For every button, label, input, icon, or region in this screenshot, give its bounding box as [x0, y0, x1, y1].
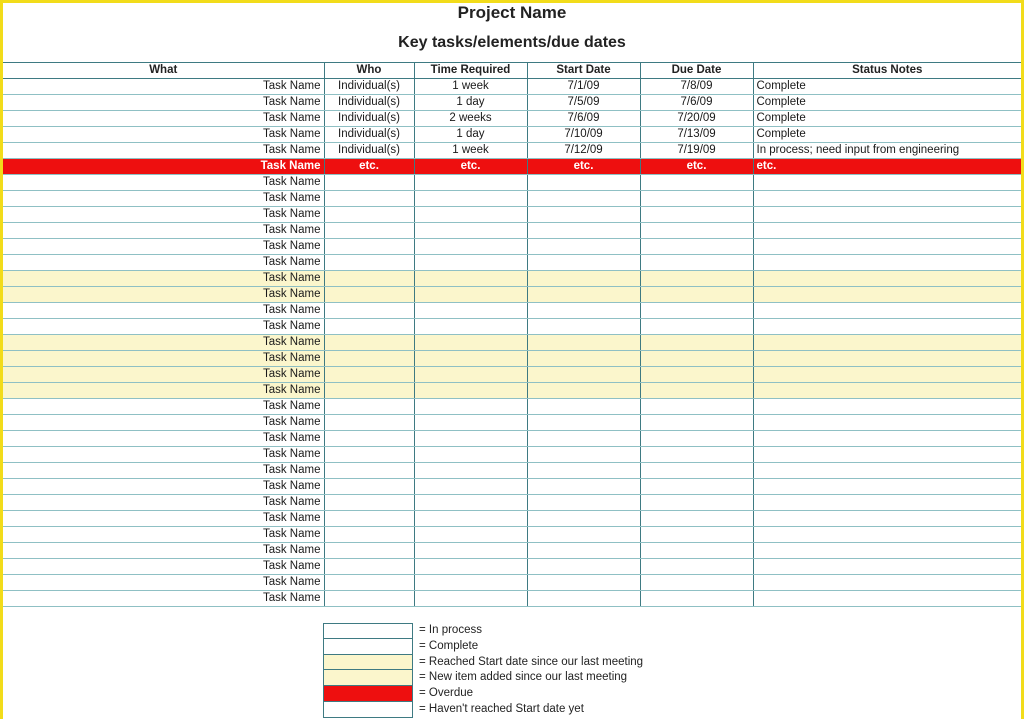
table-row — [3, 127, 1021, 143]
header-row — [3, 63, 1021, 79]
cell-due-date[interactable] — [640, 415, 753, 431]
cell-time-required[interactable] — [414, 495, 527, 511]
cell-who[interactable] — [324, 511, 414, 527]
cell-start-date[interactable] — [527, 431, 640, 447]
cell-status-notes[interactable] — [753, 383, 1021, 399]
cell-time-required[interactable] — [414, 575, 527, 591]
table-row — [3, 255, 1021, 271]
cell-due-date[interactable]: 7/13/09 — [640, 127, 753, 143]
cell-start-date[interactable] — [527, 527, 640, 543]
cell-due-date[interactable] — [640, 383, 753, 399]
cell-start-date[interactable] — [527, 319, 640, 335]
legend-swatch — [323, 623, 413, 639]
cell-what[interactable]: Task Name — [3, 175, 324, 191]
cell-status-notes[interactable]: Complete — [753, 127, 1021, 143]
legend-label: = New item added since our last meeting — [419, 671, 628, 684]
legend-swatch — [323, 686, 413, 702]
cell-who[interactable] — [324, 287, 414, 303]
table-row — [3, 319, 1021, 335]
cell-due-date[interactable] — [640, 543, 753, 559]
cell-what[interactable]: Task Name — [3, 383, 324, 399]
cell-status-notes[interactable] — [753, 319, 1021, 335]
cell-who[interactable]: Individual(s) — [324, 143, 414, 159]
cell-start-date[interactable]: 7/1/09 — [527, 79, 640, 95]
cell-due-date[interactable] — [640, 399, 753, 415]
cell-what[interactable]: Task Name — [3, 255, 324, 271]
table-row — [3, 143, 1021, 159]
cell-time-required[interactable]: 1 week — [414, 79, 527, 95]
cell-start-date[interactable] — [527, 543, 640, 559]
cell-status-notes[interactable] — [753, 431, 1021, 447]
cell-status-notes[interactable] — [753, 511, 1021, 527]
cell-status-notes[interactable] — [753, 287, 1021, 303]
cell-start-date[interactable] — [527, 175, 640, 191]
table-row — [3, 415, 1021, 431]
cell-who[interactable] — [324, 239, 414, 255]
cell-due-date[interactable] — [640, 495, 753, 511]
cell-due-date[interactable]: 7/6/09 — [640, 95, 753, 111]
table-row — [3, 367, 1021, 383]
cell-status-notes[interactable] — [753, 351, 1021, 367]
table-row — [3, 287, 1021, 303]
cell-start-date[interactable]: etc. — [527, 159, 640, 175]
cell-what[interactable]: Task Name — [3, 527, 324, 543]
cell-who[interactable] — [324, 591, 414, 607]
legend-label: = Reached Start date since our last meeting — [419, 655, 644, 668]
legend-swatch — [323, 702, 413, 718]
cell-who[interactable] — [324, 495, 414, 511]
cell-what[interactable]: Task Name — [3, 559, 324, 575]
cell-status-notes[interactable] — [753, 527, 1021, 543]
cell-due-date[interactable] — [640, 463, 753, 479]
cell-time-required[interactable] — [414, 223, 527, 239]
cell-status-notes[interactable] — [753, 559, 1021, 575]
cell-time-required[interactable] — [414, 543, 527, 559]
cell-time-required[interactable] — [414, 207, 527, 223]
table-row — [3, 159, 1021, 175]
table-row — [3, 207, 1021, 223]
table-row — [3, 175, 1021, 191]
cell-who[interactable] — [324, 367, 414, 383]
cell-what[interactable]: Task Name — [3, 367, 324, 383]
cell-who[interactable]: Individual(s) — [324, 95, 414, 111]
cell-time-required[interactable] — [414, 271, 527, 287]
cell-who[interactable] — [324, 207, 414, 223]
cell-start-date[interactable] — [527, 271, 640, 287]
cell-due-date[interactable] — [640, 191, 753, 207]
cell-time-required[interactable] — [414, 255, 527, 271]
cell-start-date[interactable]: 7/6/09 — [527, 111, 640, 127]
cell-start-date[interactable] — [527, 463, 640, 479]
cell-time-required[interactable]: 1 day — [414, 127, 527, 143]
cell-status-notes[interactable]: Complete — [753, 79, 1021, 95]
cell-status-notes[interactable] — [753, 191, 1021, 207]
cell-start-date[interactable] — [527, 191, 640, 207]
cell-status-notes[interactable] — [753, 463, 1021, 479]
cell-who[interactable] — [324, 431, 414, 447]
cell-what[interactable]: Task Name — [3, 143, 324, 159]
column-header-start-date[interactable]: Start Date — [527, 63, 640, 79]
cell-status-notes[interactable]: etc. — [753, 159, 1021, 175]
cell-due-date[interactable] — [640, 319, 753, 335]
cell-start-date[interactable] — [527, 415, 640, 431]
cell-what[interactable]: Task Name — [3, 335, 324, 351]
cell-time-required[interactable] — [414, 479, 527, 495]
cell-start-date[interactable] — [527, 255, 640, 271]
cell-time-required[interactable] — [414, 335, 527, 351]
cell-start-date[interactable] — [527, 383, 640, 399]
cell-due-date[interactable] — [640, 303, 753, 319]
legend-label: = Haven't reached Start date yet — [419, 702, 584, 715]
table-row — [3, 479, 1021, 495]
legend-label: = Complete — [419, 639, 479, 652]
table-row — [3, 399, 1021, 415]
cell-time-required[interactable] — [414, 175, 527, 191]
table-row — [3, 543, 1021, 559]
cell-status-notes[interactable] — [753, 367, 1021, 383]
cell-time-required[interactable]: 2 weeks — [414, 111, 527, 127]
cell-what[interactable]: Task Name — [3, 271, 324, 287]
legend-label: = Overdue — [419, 687, 474, 700]
cell-what[interactable]: Task Name — [3, 479, 324, 495]
cell-start-date[interactable]: 7/10/09 — [527, 127, 640, 143]
table-row — [3, 527, 1021, 543]
cell-due-date[interactable] — [640, 511, 753, 527]
cell-start-date[interactable] — [527, 207, 640, 223]
cell-due-date[interactable] — [640, 175, 753, 191]
cell-time-required[interactable] — [414, 367, 527, 383]
table-row — [3, 495, 1021, 511]
table-row — [3, 191, 1021, 207]
cell-what[interactable]: Task Name — [3, 223, 324, 239]
cell-start-date[interactable] — [527, 591, 640, 607]
cell-start-date[interactable] — [527, 351, 640, 367]
cell-start-date[interactable] — [527, 287, 640, 303]
cell-who[interactable] — [324, 303, 414, 319]
cell-what[interactable]: Task Name — [3, 575, 324, 591]
cell-status-notes[interactable] — [753, 175, 1021, 191]
cell-start-date[interactable] — [527, 335, 640, 351]
cell-status-notes[interactable] — [753, 207, 1021, 223]
cell-what[interactable]: Task Name — [3, 159, 324, 175]
table-row — [3, 575, 1021, 591]
cell-who[interactable] — [324, 223, 414, 239]
cell-who[interactable] — [324, 415, 414, 431]
cell-who[interactable] — [324, 527, 414, 543]
cell-time-required[interactable] — [414, 511, 527, 527]
cell-who[interactable] — [324, 463, 414, 479]
cell-time-required[interactable] — [414, 191, 527, 207]
legend-swatch — [323, 639, 413, 655]
table-row — [3, 591, 1021, 607]
page-subtitle: Key tasks/elements/due dates — [398, 34, 626, 51]
cell-start-date[interactable] — [527, 223, 640, 239]
cell-due-date[interactable] — [640, 575, 753, 591]
cell-who[interactable] — [324, 335, 414, 351]
table-row — [3, 79, 1021, 95]
cell-status-notes[interactable] — [753, 591, 1021, 607]
cell-time-required[interactable] — [414, 351, 527, 367]
cell-who[interactable] — [324, 559, 414, 575]
cell-start-date[interactable] — [527, 303, 640, 319]
cell-time-required[interactable] — [414, 559, 527, 575]
legend-swatch — [323, 670, 413, 686]
cell-due-date[interactable] — [640, 287, 753, 303]
table-row — [3, 383, 1021, 399]
cell-status-notes[interactable] — [753, 495, 1021, 511]
table-row — [3, 351, 1021, 367]
cell-due-date[interactable] — [640, 527, 753, 543]
cell-who[interactable] — [324, 351, 414, 367]
table-row — [3, 559, 1021, 575]
cell-time-required[interactable]: 1 week — [414, 143, 527, 159]
cell-what[interactable]: Task Name — [3, 415, 324, 431]
table-row — [3, 303, 1021, 319]
cell-due-date[interactable]: 7/8/09 — [640, 79, 753, 95]
table-row — [3, 271, 1021, 287]
cell-who[interactable]: Individual(s) — [324, 79, 414, 95]
cell-status-notes[interactable] — [753, 223, 1021, 239]
cell-who[interactable] — [324, 575, 414, 591]
table-row — [3, 111, 1021, 127]
cell-start-date[interactable] — [527, 399, 640, 415]
cell-time-required[interactable] — [414, 383, 527, 399]
column-header-status-notes[interactable]: Status Notes — [753, 63, 1021, 79]
cell-due-date[interactable] — [640, 239, 753, 255]
cell-who[interactable]: Individual(s) — [324, 127, 414, 143]
cell-what[interactable]: Task Name — [3, 239, 324, 255]
cell-due-date[interactable]: 7/19/09 — [640, 143, 753, 159]
cell-status-notes[interactable] — [753, 255, 1021, 271]
cell-what[interactable]: Task Name — [3, 319, 324, 335]
cell-what[interactable]: Task Name — [3, 287, 324, 303]
cell-time-required[interactable] — [414, 239, 527, 255]
cell-status-notes[interactable]: Complete — [753, 111, 1021, 127]
cell-start-date[interactable] — [527, 575, 640, 591]
cell-time-required[interactable] — [414, 319, 527, 335]
cell-time-required[interactable] — [414, 399, 527, 415]
legend-swatch — [323, 655, 413, 671]
column-header-due-date[interactable]: Due Date — [640, 63, 753, 79]
cell-due-date[interactable] — [640, 367, 753, 383]
cell-time-required[interactable] — [414, 415, 527, 431]
table-row — [3, 95, 1021, 111]
cell-who[interactable] — [324, 399, 414, 415]
cell-what[interactable]: Task Name — [3, 111, 324, 127]
cell-start-date[interactable]: 7/12/09 — [527, 143, 640, 159]
cell-what[interactable]: Task Name — [3, 543, 324, 559]
cell-what[interactable]: Task Name — [3, 127, 324, 143]
table-row — [3, 335, 1021, 351]
cell-status-notes[interactable]: Complete — [753, 95, 1021, 111]
cell-who[interactable]: Individual(s) — [324, 111, 414, 127]
cell-due-date[interactable] — [640, 207, 753, 223]
cell-time-required[interactable]: etc. — [414, 159, 527, 175]
cell-time-required[interactable] — [414, 527, 527, 543]
table-row — [3, 511, 1021, 527]
page-title: Project Name — [457, 3, 567, 22]
cell-start-date[interactable]: 7/5/09 — [527, 95, 640, 111]
table-row — [3, 239, 1021, 255]
cell-what[interactable]: Task Name — [3, 303, 324, 319]
cell-due-date[interactable] — [640, 223, 753, 239]
cell-time-required[interactable] — [414, 431, 527, 447]
cell-status-notes[interactable] — [753, 271, 1021, 287]
column-header-what[interactable]: What — [3, 63, 324, 79]
column-header-who[interactable]: Who — [324, 63, 414, 79]
cell-who[interactable] — [324, 271, 414, 287]
cell-status-notes[interactable] — [753, 447, 1021, 463]
cell-what[interactable]: Task Name — [3, 351, 324, 367]
cell-what[interactable]: Task Name — [3, 95, 324, 111]
cell-start-date[interactable] — [527, 367, 640, 383]
cell-start-date[interactable] — [527, 479, 640, 495]
table-row — [3, 223, 1021, 239]
cell-what[interactable]: Task Name — [3, 399, 324, 415]
cell-time-required[interactable]: 1 day — [414, 95, 527, 111]
cell-status-notes[interactable] — [753, 239, 1021, 255]
cell-what[interactable]: Task Name — [3, 79, 324, 95]
cell-start-date[interactable] — [527, 559, 640, 575]
cell-due-date[interactable] — [640, 255, 753, 271]
cell-what[interactable]: Task Name — [3, 431, 324, 447]
cell-who[interactable] — [324, 383, 414, 399]
cell-due-date[interactable] — [640, 335, 753, 351]
cell-what[interactable]: Task Name — [3, 207, 324, 223]
cell-status-notes[interactable] — [753, 543, 1021, 559]
cell-time-required[interactable] — [414, 591, 527, 607]
cell-who[interactable] — [324, 543, 414, 559]
cell-what[interactable]: Task Name — [3, 511, 324, 527]
cell-who[interactable] — [324, 255, 414, 271]
legend-label: = In process — [419, 624, 482, 636]
cell-who[interactable] — [324, 447, 414, 463]
cell-what[interactable]: Task Name — [3, 447, 324, 463]
cell-time-required[interactable] — [414, 287, 527, 303]
cell-who[interactable] — [324, 319, 414, 335]
cell-time-required[interactable] — [414, 447, 527, 463]
column-header-time-required[interactable]: Time Required — [414, 63, 527, 79]
cell-due-date[interactable]: 7/20/09 — [640, 111, 753, 127]
cell-start-date[interactable] — [527, 239, 640, 255]
cell-status-notes[interactable] — [753, 303, 1021, 319]
table-row — [3, 463, 1021, 479]
cell-due-date[interactable] — [640, 431, 753, 447]
task-table — [3, 62, 1021, 607]
cell-status-notes[interactable] — [753, 415, 1021, 431]
cell-who[interactable] — [324, 191, 414, 207]
cell-start-date[interactable] — [527, 447, 640, 463]
cell-what[interactable]: Task Name — [3, 463, 324, 479]
cell-time-required[interactable] — [414, 463, 527, 479]
table-row — [3, 431, 1021, 447]
cell-time-required[interactable] — [414, 303, 527, 319]
cell-what[interactable]: Task Name — [3, 495, 324, 511]
cell-status-notes[interactable] — [753, 399, 1021, 415]
cell-status-notes[interactable] — [753, 575, 1021, 591]
table-row — [3, 447, 1021, 463]
cell-status-notes[interactable]: In process; need input from engineering — [753, 143, 1021, 159]
cell-due-date[interactable] — [640, 351, 753, 367]
cell-start-date[interactable] — [527, 495, 640, 511]
cell-what[interactable]: Task Name — [3, 191, 324, 207]
cell-due-date[interactable] — [640, 559, 753, 575]
task-table-body — [3, 79, 1021, 607]
cell-what[interactable]: Task Name — [3, 591, 324, 607]
cell-due-date[interactable]: etc. — [640, 159, 753, 175]
cell-status-notes[interactable] — [753, 479, 1021, 495]
cell-due-date[interactable] — [640, 591, 753, 607]
cell-start-date[interactable] — [527, 511, 640, 527]
cell-due-date[interactable] — [640, 271, 753, 287]
cell-who[interactable]: etc. — [324, 159, 414, 175]
cell-who[interactable] — [324, 175, 414, 191]
cell-due-date[interactable] — [640, 447, 753, 463]
cell-due-date[interactable] — [640, 479, 753, 495]
cell-who[interactable] — [324, 479, 414, 495]
cell-status-notes[interactable] — [753, 335, 1021, 351]
